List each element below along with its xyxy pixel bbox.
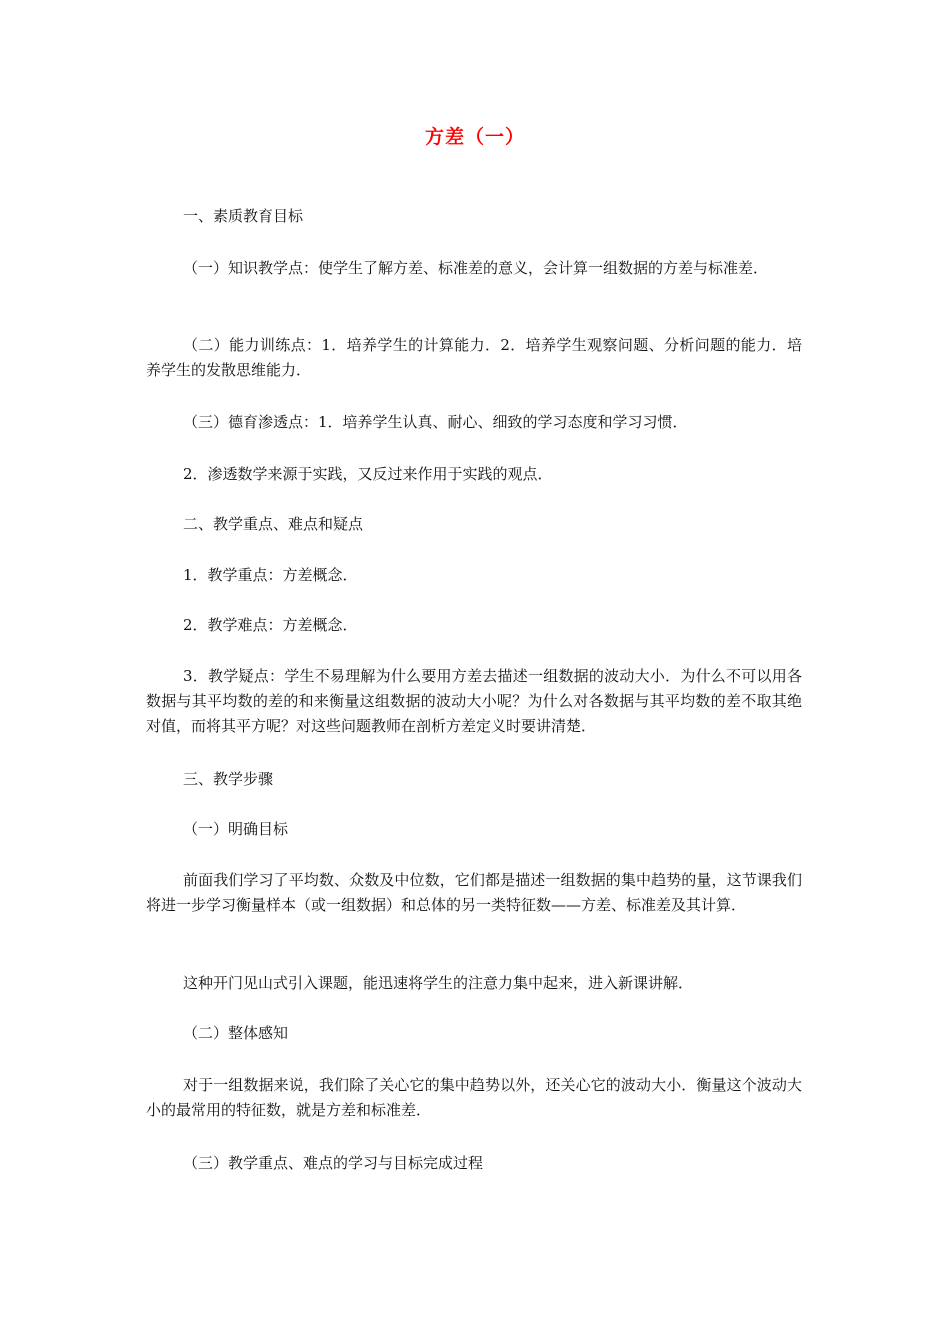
paragraph-doubt-point: 3．教学疑点：学生不易理解为什么要用方差去描述一组数据的波动大小．为什么不可以用各数据与其平均数的差的和来衡量这组数据的波动大小呢？为什么对各数据与其平均数的差不取其绝对值，而将其平方呢？对这些问题教师在剖析方差定义时要讲清楚． xyxy=(146,667,802,735)
paragraph-intro-method: 这种开门见山式引入课题，能迅速将学生的注意力集中起来，进入新课讲解． xyxy=(183,974,694,992)
paragraph-practice-view: 2．渗透数学来源于实践，又反过来作用于实践的观点． xyxy=(183,465,553,483)
paragraph-section-3-heading: 三、教学步骤 xyxy=(183,770,274,788)
paragraph-knowledge-point: （一）知识教学点：使学生了解方差、标准差的意义，会计算一组数据的方差与标准差． xyxy=(183,259,769,277)
paragraph-moral-point: （三）德育渗透点：1．培养学生认真、耐心、细致的学习态度和学习习惯． xyxy=(183,413,688,431)
paragraph-variance-intro: 对于一组数据来说，我们除了关心它的集中趋势以外，还关心它的波动大小．衡量这个波动大小的最常用的特征数，就是方差和标准差． xyxy=(146,1076,802,1119)
paragraph-difficult-point: 2．教学难点：方差概念． xyxy=(183,616,358,634)
paragraph-section-2-heading: 二、教学重点、难点和疑点 xyxy=(183,515,364,533)
paragraph-key-point: 1．教学重点：方差概念． xyxy=(183,566,358,584)
paragraph-section-1-heading: 一、素质教育目标 xyxy=(183,207,304,225)
paragraph-ability-point: （二）能力训练点：1．培养学生的计算能力．2．培养学生观察问题、分析问题的能力．培养学生的发散思维能力． xyxy=(146,336,802,379)
paragraph-review-intro: 前面我们学习了平均数、众数及中位数，它们都是描述一组数据的集中趋势的量，这节课我们将进一步学习衡量样本（或一组数据）和总体的另一类特征数——方差、标准差及其计算． xyxy=(146,871,802,914)
paragraph-clear-goal: （一）明确目标 xyxy=(183,820,289,838)
paragraph-learning-process: （三）教学重点、难点的学习与目标完成过程 xyxy=(183,1154,484,1172)
paragraph-overall-perception: （二）整体感知 xyxy=(183,1024,289,1042)
document-title: 方差（一） xyxy=(424,126,525,148)
